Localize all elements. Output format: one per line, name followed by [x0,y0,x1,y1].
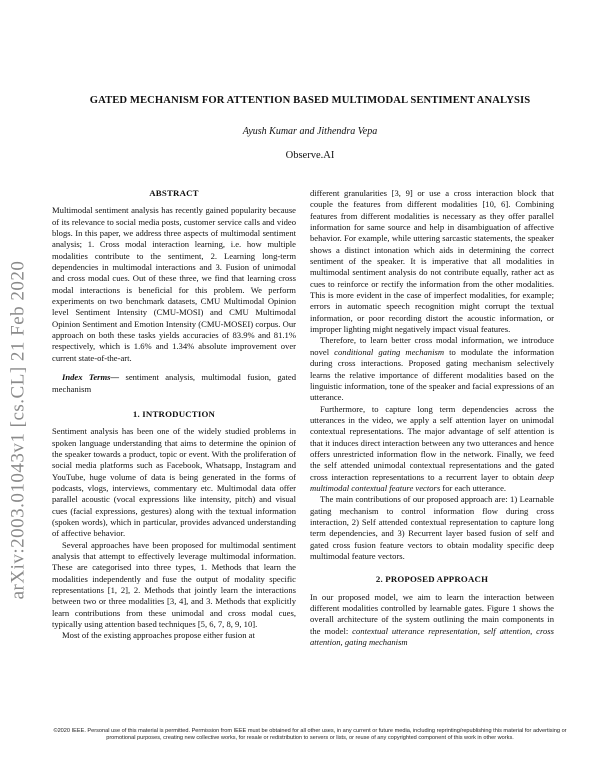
intro-paragraph-4: different granularities [3, 9] or use a cross interaction block that couple the features from different modalities [10, 6]. Combining features from different modalities is necessary as they offer parallel information for same source and help in disambiguation of affective behavior. For example, while uttering sarcastic statements, the speaker shows a distinct intonation which aids in determining the correct sentiment of the speaker. It is imperative that all modalities in multimodal sentiment analysis do not contribute equally, rather act as cues to reinforce or rectify the information from the other modalities. This is more evident in the case of imperfect modalities, for example; errors in automatic speech recognition might corrupt the textual information, or poor recording distort the acoustic information, or improper lighting might negatively impact visual features. [310,188,554,335]
affiliation: Observe.AI [285,150,335,161]
intro-paragraph-6 [310,404,554,495]
intro-paragraph-1: Sentiment analysis has been one of the widely studied problems in spoken language understanding that aims to determine the opinion of the speaker towards a product, topic or event. With the proliferation of social media platforms such as Facebook, Whatsapp, Instagram and YouTube, huge volume of data is being generated in the forms of podcasts, vlogs, interviews, commentary etc. Multimodal data offer parallel acoustic (vocal expressions like intensity, pitch) and visual cues (facial expressions, gestures) along with the textual information (spoken words), which in particular, provides advanced understanding of affective behavior. [52,426,296,539]
p5-text-a: Therefore, to learn better cross modal information, we introduce novel [310,335,554,357]
approach-paragraph-1 [310,592,554,649]
right-column [310,188,554,648]
p6-text-b: for each utterance. [440,482,507,493]
introduction-heading: 1. INTRODUCTION [132,408,216,419]
arxiv-stamp [3,230,33,630]
abstract-heading: ABSTRACT [149,188,199,198]
arxiv-stamp-text: arXiv:2003.01043v1 [cs.CL] 21 Feb 2020 [7,260,28,600]
contributions-paragraph: The main contributions of our proposed approach are: 1) Learnable gating mechanism to control information flow during cross interaction, 2) Self attended contextual representation to capture long term dependencies, and 3) Recurrent layer based fusion of self and gated cross fusion feature vectors to obtain modality specific deep multimodal feature vectors. [310,494,554,561]
index-terms-label: Index Terms— [62,372,120,383]
p6-text-a: Furthermore, to capture long term dependencies across the utterances in the video, we apply a self attention layer on unimodal contextual representations. The major advantage of self attention is that it induces direct interaction between any two utterances and hence offers unrestricted information flow in the network. Finally, we feed the self attended unimodal contextual representations and the gated cross interaction representations to a recurrent layer to obtain [310,403,554,482]
proposed-approach-heading: 2. PROPOSED APPROACH [375,574,489,585]
index-terms [52,372,296,395]
approach-emphasis: contextual utterance representation, self attention, cross attention, gating mechanism [310,625,554,648]
intro-paragraph-2: Several approaches have been proposed for multimodal sentiment analysis that attempt to effectively leverage multimodal information. These are categorised into three types, 1. Methods that learn the modalities independently and fuse the output of modality specific representations [1, 2], 2. Methods that jointly learn the interactions between two or three modalities [3, 4], and 3. Methods that explicitly learn contributions from these unimodal and cross modal cues, typically using attention based techniques [5, 6, 7, 8, 9, 10]. [52,539,296,630]
abstract-text: Multimodal sentiment analysis has recently gained popularity because of its relevance to social media posts, customer service calls and video blogs. In this paper, we address three aspects of multimodal sentiment analysis; 1. Cross modal interaction learning, i.e. how multiple modalities contribute to the sentiment, 2. Learning long-term dependencies in multimodal interactions and 3. Fusion of unimodal and cross modal cues. Out of these three, we find that learning cross modal interactions is beneficial for this problem. We perform experiments on two benchmark datasets, CMU Multimodal Opinion level Sentiment Intensity (CMU-MOSI) and CMU Multimodal Opinion Sentiment and Emotion Intensity (CMU-MOSEI) corpus. Our approach on both these tasks yields accuracies of 83.9% and 81.1% respectively, which is 1.6% and 1.34% absolute improvement over current state-of-the-art. [52,205,296,363]
intro-paragraph-3: Most of the existing approaches propose either fusion at [62,630,255,641]
paper-title: GATED MECHANISM FOR ATTENTION BASED MULTIMODAL SENTIMENT ANALYSIS [89,95,531,106]
p5-text-b: to modulate the information during cross interactions. Proposed gating mechanism selectively learns the relative importance of different modalities based on the linguistic information, tone of the speaker and facial expressions of an utterance. [310,346,554,403]
left-column [52,188,296,642]
copyright-notice: ©2020 IEEE. Personal use of this material is permitted. Permission from IEEE must be obtained for all other uses, in any current or future media, including reprinting/republishing this material for advertising or promotional purposes, creating new collective works, for resale or redistribution to servers or lists, or reuse of any copyrighted component of this work in other works. [53,728,567,742]
index-terms-text: sentiment analysis, multimodal fusion, gated mechanism [52,372,296,394]
approach-text-a: In our proposed model, we aim to learn the interaction between different modalities controlled by learnable gates. Figure 1 shows the overall architecture of the system outlining the main components in the model: [310,591,554,636]
p5-emphasis: conditional gating mechanism [334,346,445,357]
intro-paragraph-5 [310,335,554,403]
p6-emphasis: deep multimodal contextual feature vectors [310,471,554,493]
authors: Ayush Kumar and Jithendra Vepa [242,126,378,137]
